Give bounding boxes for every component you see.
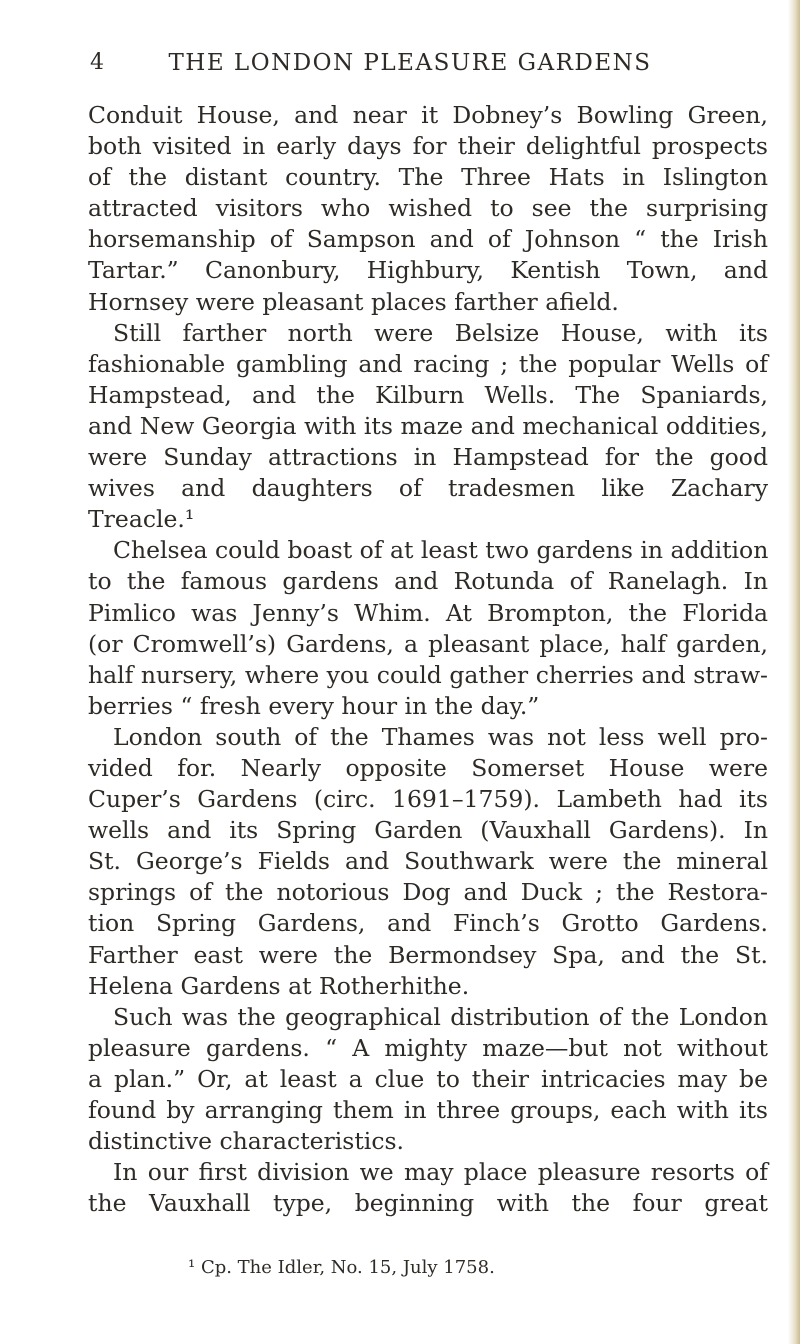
text-line: London south of the Thames was not less well pro- <box>113 722 768 751</box>
text-line: Helena Gardens at Rotherhithe. <box>88 971 470 1000</box>
text-line: Tartar.” Canonbury, Highbury, Kentish Town, and <box>88 256 768 285</box>
running-head: THE LONDON PLEASURE GARDENS <box>168 50 652 76</box>
text-line: wells and its Spring Garden (Vauxhall Gardens). In <box>88 816 768 845</box>
text-line: found by arranging them in three groups, each with its <box>88 1096 768 1124</box>
text-line: were Sunday attractions in Hampstead for the good <box>88 443 768 472</box>
page-edge-shadow <box>788 0 800 1344</box>
text-line: vided for. Nearly opposite Somerset House were <box>88 753 768 782</box>
page-number: 4 <box>90 50 104 75</box>
text-line: the Vauxhall type, beginning with the four great <box>88 1189 768 1218</box>
text-line: half nursery, where you could gather cherries and straw- <box>88 660 768 689</box>
text-line: Farther east were the Bermondsey Spa, and the St. <box>88 940 768 969</box>
text-line: attracted visitors who wished to see the surprising <box>88 194 768 223</box>
text-line: of the distant country. The Three Hats in Islington <box>88 163 768 192</box>
text-line: springs of the notorious Dog and Duck ; the Restora- <box>88 878 768 907</box>
text-line: tion Spring Gardens, and Finch’s Grotto Gardens. <box>88 909 768 938</box>
text-line: and New Georgia with its maze and mechanical oddities, <box>88 411 768 440</box>
text-line: to the famous gardens and Rotunda of Ranelagh. In <box>88 567 768 596</box>
text-line: Hornsey were pleasant places farther afield. <box>88 287 619 316</box>
page-header <box>90 50 730 80</box>
text-line: In our first division we may place pleasure resorts of <box>113 1158 768 1187</box>
text-line: (or Cromwell’s) Gardens, a pleasant place, half garden, <box>88 629 768 658</box>
text-line: St. George’s Fields and Southwark were the mineral <box>88 847 768 876</box>
text-line: Hampstead, and the Kilburn Wells. The Spaniards, <box>88 380 768 409</box>
text-line: wives and daughters of tradesmen like Zachary <box>88 474 768 503</box>
text-line: Still farther north were Belsize House, with its <box>113 318 768 347</box>
text-line: Pimlico was Jenny’s Whim. At Brompton, the Florida <box>88 598 768 627</box>
text-line: Chelsea could boast of at least two gardens in addition <box>113 536 769 565</box>
text-line: both visited in early days for their delightful prospects <box>88 132 768 161</box>
text-line: Treacle.¹ <box>88 505 195 534</box>
text-line: Conduit House, and near it Dobney’s Bowling Green, <box>88 101 768 129</box>
text-line: a plan.” Or, at least a clue to their intricacies may be <box>88 1064 768 1093</box>
footnote: ¹ Cp. The Idler, No. 15, July 1758. <box>188 1257 495 1278</box>
text-line: fashionable gambling and racing ; the popular Wells of <box>88 349 768 378</box>
text-line: distinctive characteristics. <box>88 1127 405 1156</box>
text-line: pleasure gardens. “ A mighty maze—but not without <box>88 1033 768 1062</box>
text-line: berries “ fresh every hour in the day.” <box>88 691 540 720</box>
text-line: Such was the geographical distribution of the London <box>113 1002 768 1031</box>
text-line: horsemanship of Sampson and of Johnson “ the Irish <box>88 225 768 254</box>
text-line: Cuper’s Gardens (circ. 1691–1759). Lambeth had its <box>88 785 768 814</box>
body-text <box>88 100 768 1219</box>
